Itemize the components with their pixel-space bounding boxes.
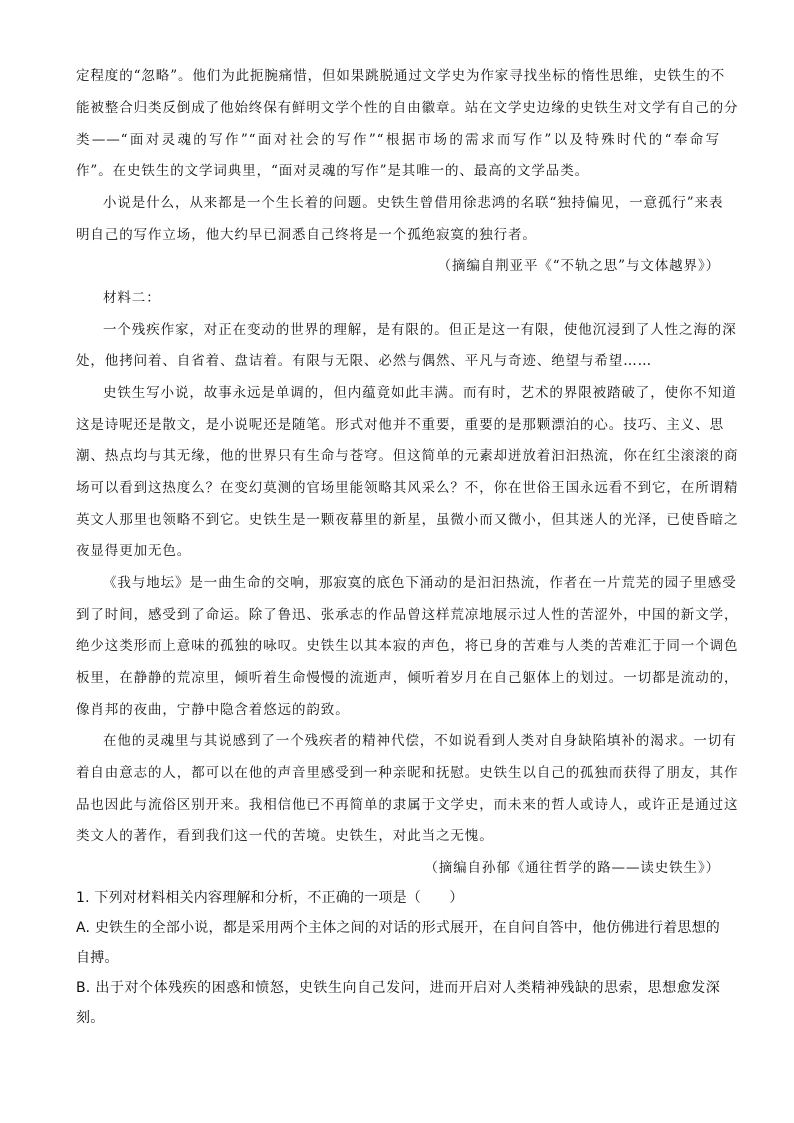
paragraph-line: 小说是什么，从来都是一个生长着的问题。史铁生曾借用徐悲鸿的名联“独持偏见，一意孤行”来表 [103,195,724,211]
source-citation: （摘编自孙郁《通往哲学的路——读史铁生》） [424,860,720,876]
option-b-line1: B. 出于对个体残疾的困惑和愤怒，史铁生向自己发问，进而开启对人类精神残缺的思索，思想愈发深 [76,980,720,996]
paragraph-line: 类——“面对灵魂的写作”“面对社会的写作”“根据市场的需求而写作”以及特殊时代的“奉命写 [76,132,720,148]
source-citation: （摘编自荆亚平《“不轨之思”与文体越界》） [437,258,720,274]
paragraph-line: 能被整合归类反倒成了他始终保有鲜明文学个性的自由徽章。站在文学史边缘的史铁生对文学有自己的分 [76,100,739,116]
paragraph-line: 品也因此与流俗区别开来。我相信他已不再简单的隶属于文学史，而未来的哲人或诗人，或许正是通过这 [76,797,739,813]
paragraph-line: 着自由意志的人，都可以在他的声音里感受到一种亲昵和抚慰。史铁生以自己的孤独而获得了朋友，其作 [76,765,739,781]
option-b-line2: 刻。 [76,1010,105,1026]
paragraph-line: 作”。在史铁生的文学词典里，“面对灵魂的写作”是其唯一的、最高的文学品类。 [76,163,590,179]
paragraph-line: 到了时间，感受到了命运。除了鲁迅、张承志的作品曾这样荒凉地展示过人性的苦涩外，中国的新文学， [76,607,739,623]
paragraph-line: 潮、热点均与其无缘，他的世界只有生命与苍穹。但这简单的元素却迸放着汩汩热流，你在红尘滚滚的商 [76,448,739,464]
paragraph-line: 板里，在静静的荒凉里，倾听着生命慢慢的流逝声，倾听着岁月在自己躯体上的划过。一切都是流动的， [76,670,739,686]
paragraph-line: 一个残疾作家，对正在变动的世界的理解，是有限的。但正是这一有限，使他沉浸到了人性之海的深 [103,322,737,338]
paragraph-line: 类文人的著作，看到我们这一代的苦境。史铁生，对此当之无愧。 [76,828,494,844]
question-stem: 1. 下列对材料相关内容理解和分析，不正确的一项是（ ） [76,890,464,906]
paragraph-line: 明自己的写作立场，他大约早已洞悉自己终将是一个孤绝寂寞的独行者。 [76,227,537,243]
paragraph-line: 《我与地坛》是一曲生命的交响，那寂寞的底色下涌动的是汩汩热流，作者在一片荒芜的园子里感受 [103,575,737,591]
paragraph-line: 绝少这类形而上意味的孤独的咏叹。史铁生以其本寂的声色，将已身的苦难与人类的苦难汇于同一个调色 [76,638,739,654]
section-heading: 材料二： [103,290,161,306]
paragraph-line: 像肖邦的夜曲，宁静中隐含着悠远的韵致。 [76,702,350,718]
paragraph-line: 场可以看到这热度么？在变幻莫测的官场里能领略其风采么？不，你在世俗王国永远看不到它，在所谓精 [76,480,739,496]
paragraph-line: 这是诗呢还是散文，是小说呢还是随笔。形式对他并不重要，重要的是那颗漂泊的心。技巧、主义、思 [76,417,724,433]
paragraph-line: 处，他拷问着、自省着、盘诘着。有限与无限、必然与偶然、平凡与奇迹、绝望与希望…… [76,353,652,369]
paragraph-line: 在他的灵魂里与其说感到了一个残疾者的精神代偿，不如说看到人类对自身缺陷填补的渴求。一切有 [103,733,737,749]
option-a-line1: A. 史铁生的全部小说，都是采用两个主体之间的对话的形式展开，在自问自答中，他仿佛进行着思想的 [76,920,720,936]
paragraph-line: 定程度的“忽略”。他们为此扼腕痛惜，但如果跳脱通过文学史为作家寻找坐标的惰性思维，史铁生的不 [76,68,726,84]
paragraph-line: 史铁生写小说，故事永远是单调的，但内蕴竟如此丰满。而有时，艺术的界限被踏破了，使你不知道 [103,385,737,401]
paragraph-line: 夜显得更加无色。 [76,543,192,559]
paragraph-line: 英文人那里也领略不到它。史铁生是一颗夜幕里的新星，虽微小而又微小，但其迷人的光泽，已使昏暗之 [76,512,739,528]
option-a-line2: 自搏。 [76,950,119,966]
